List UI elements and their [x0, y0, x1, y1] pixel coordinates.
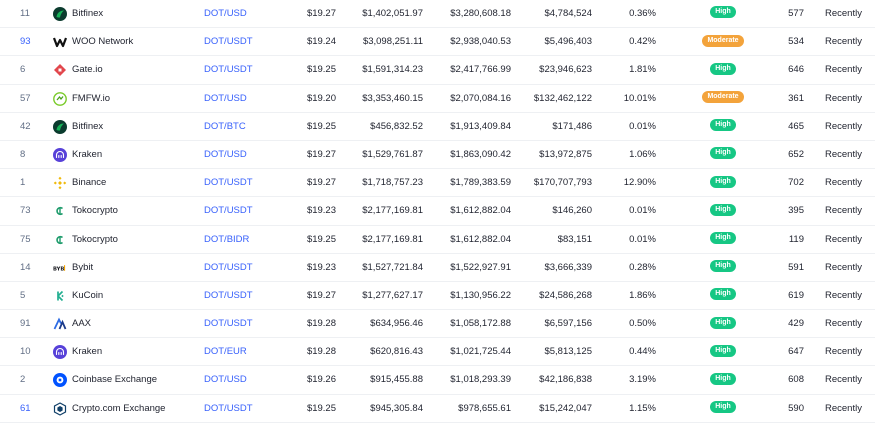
depth-minus-cell: $2,938,040.53: [450, 36, 511, 48]
rank-cell: 1: [20, 177, 26, 189]
table-row[interactable]: [0, 85, 875, 113]
pair-link[interactable]: DOT/USDT: [204, 318, 253, 330]
rank-cell: 6: [20, 64, 26, 76]
exchange-name: FMFW.io: [72, 92, 110, 104]
liquidity-score-cell: 647: [788, 346, 804, 358]
volume-cell: $5,813,125: [544, 346, 592, 358]
confidence-badge: Moderate: [702, 91, 743, 103]
depth-minus-cell: $3,280,608.18: [450, 8, 511, 19]
table-row[interactable]: [0, 141, 875, 169]
liquidity-score-cell: 577: [788, 8, 804, 19]
liquidity-score-cell: 119: [788, 233, 804, 245]
table-row[interactable]: [0, 0, 875, 28]
updated-cell: Recently: [825, 205, 862, 217]
exchange-link[interactable]: [53, 366, 157, 394]
exchange-name: WOO Network: [72, 36, 134, 48]
volume-percent-cell: 1.15%: [629, 402, 656, 414]
table-row[interactable]: [0, 226, 875, 254]
pair-link[interactable]: DOT/USDT: [204, 289, 253, 301]
confidence-badge: High: [710, 317, 736, 329]
pair-link[interactable]: DOT/USDT: [204, 177, 253, 189]
depth-plus-cell: $620,816.43: [370, 346, 423, 358]
confidence-badge: High: [710, 6, 736, 18]
pair-link[interactable]: DOT/USD: [204, 148, 247, 160]
table-row[interactable]: [0, 338, 875, 366]
updated-cell: Recently: [825, 177, 862, 189]
depth-minus-cell: $2,417,766.99: [450, 64, 511, 76]
updated-cell: Recently: [825, 261, 862, 273]
volume-percent-cell: 0.50%: [629, 318, 656, 330]
updated-cell: Recently: [825, 233, 862, 245]
liquidity-score-cell: 590: [788, 402, 804, 414]
tokocrypto-logo-icon: [53, 233, 67, 247]
volume-cell: $83,151: [557, 233, 592, 245]
depth-plus-cell: $945,305.84: [370, 402, 423, 414]
price-cell: $19.25: [306, 233, 336, 245]
exchange-link[interactable]: [53, 226, 118, 254]
price-cell: $19.27: [306, 289, 336, 301]
confidence-cell: [690, 310, 756, 338]
volume-percent-cell: 0.01%: [629, 205, 656, 217]
updated-cell: Recently: [825, 36, 862, 48]
rank-cell: 5: [20, 289, 26, 301]
exchange-link[interactable]: [53, 28, 133, 56]
pair-link[interactable]: DOT/USD: [204, 8, 247, 19]
rank-cell: 91: [20, 318, 31, 330]
bybit-logo-icon: [53, 261, 67, 275]
depth-plus-cell: $1,277,627.17: [362, 289, 423, 301]
pair-link[interactable]: DOT/USD: [204, 92, 247, 104]
volume-percent-cell: 0.44%: [629, 346, 656, 358]
depth-plus-cell: $634,956.46: [370, 318, 423, 330]
depth-plus-cell: $3,353,460.15: [362, 92, 423, 104]
aax-logo-icon: [53, 317, 67, 331]
price-cell: $19.23: [306, 261, 336, 273]
exchange-link[interactable]: [53, 338, 102, 366]
volume-percent-cell: 1.81%: [629, 64, 656, 76]
table-row[interactable]: [0, 56, 875, 84]
updated-cell: Recently: [825, 148, 862, 160]
volume-cell: $23,946,623: [539, 64, 592, 76]
depth-minus-cell: $1,863,090.42: [450, 148, 511, 160]
confidence-badge: High: [710, 232, 736, 244]
bitfinex-logo-icon: [53, 7, 67, 21]
rank-cell: 57: [20, 92, 31, 104]
exchange-name: Bybit: [72, 261, 94, 273]
confidence-cell: [690, 113, 756, 141]
price-cell: $19.27: [306, 177, 336, 189]
confidence-badge: High: [710, 176, 736, 188]
confidence-cell: [690, 366, 756, 394]
price-cell: $19.23: [306, 205, 336, 217]
crypto-com-logo-icon: [53, 402, 67, 416]
svg-text:BYB: BYB: [53, 266, 65, 273]
volume-percent-cell: 0.28%: [629, 261, 656, 273]
liquidity-score-cell: 534: [788, 36, 804, 48]
depth-minus-cell: $1,058,172.88: [450, 318, 511, 330]
confidence-cell: [690, 226, 756, 254]
rank-cell: 14: [20, 261, 31, 273]
volume-percent-cell: 3.19%: [629, 374, 656, 386]
depth-plus-cell: $1,402,051.97: [362, 8, 423, 19]
rank-cell: 75: [20, 233, 31, 245]
rank-cell: 93: [20, 36, 31, 48]
pair-link[interactable]: DOT/EUR: [204, 346, 247, 358]
volume-cell: $3,666,339: [544, 261, 592, 273]
exchange-name: Bitfinex: [72, 8, 104, 19]
price-cell: $19.25: [306, 402, 336, 414]
depth-plus-cell: $1,591,314.23: [362, 64, 423, 76]
confidence-cell: [690, 28, 756, 56]
liquidity-score-cell: 619: [788, 289, 804, 301]
volume-cell: $13,972,875: [539, 148, 592, 160]
table-row[interactable]: [0, 366, 875, 394]
volume-percent-cell: 12.90%: [623, 177, 656, 189]
depth-minus-cell: $1,612,882.04: [450, 233, 511, 245]
price-cell: $19.25: [306, 64, 336, 76]
depth-minus-cell: $1,018,293.39: [450, 374, 511, 386]
liquidity-score-cell: 702: [788, 177, 804, 189]
confidence-cell: [690, 85, 756, 113]
volume-cell: $6,597,156: [544, 318, 592, 330]
depth-minus-cell: $1,130,956.22: [450, 289, 511, 301]
exchange-name: Kraken: [72, 148, 103, 160]
updated-cell: Recently: [825, 120, 862, 132]
exchange-name: Coinbase Exchange: [72, 374, 158, 386]
exchange-name: Kraken: [72, 346, 103, 358]
kraken-logo-icon: [53, 148, 67, 162]
liquidity-score-cell: 361: [788, 92, 804, 104]
pair-link[interactable]: DOT/USDT: [204, 402, 253, 414]
exchange-link[interactable]: [53, 310, 91, 338]
liquidity-score-cell: 395: [788, 205, 804, 217]
updated-cell: Recently: [825, 64, 862, 76]
confidence-badge: High: [710, 373, 736, 385]
updated-cell: Recently: [825, 318, 862, 330]
pair-link[interactable]: DOT/BIDR: [204, 233, 250, 245]
updated-cell: Recently: [825, 8, 862, 19]
confidence-badge: High: [710, 147, 736, 159]
table-row[interactable]: [0, 28, 875, 56]
depth-minus-cell: $1,612,882.04: [450, 205, 511, 217]
exchange-link[interactable]: [53, 254, 93, 282]
exchange-link[interactable]: [53, 56, 103, 84]
confidence-badge: High: [710, 288, 736, 300]
confidence-cell: [690, 197, 756, 225]
price-cell: $19.25: [306, 120, 336, 132]
exchange-link[interactable]: [53, 282, 103, 310]
confidence-cell: [690, 56, 756, 84]
volume-percent-cell: 10.01%: [623, 92, 656, 104]
liquidity-score-cell: 465: [788, 120, 804, 132]
volume-cell: $15,242,047: [539, 402, 592, 414]
exchange-link[interactable]: [53, 169, 106, 197]
pair-link[interactable]: DOT/USD: [204, 374, 247, 386]
liquidity-score-cell: 646: [788, 64, 804, 76]
exchange-link[interactable]: [53, 113, 103, 141]
exchange-name: Crypto.com Exchange: [72, 402, 166, 414]
exchange-link[interactable]: [53, 141, 102, 169]
volume-percent-cell: 0.36%: [629, 8, 656, 19]
exchange-name: AAX: [72, 318, 92, 330]
pair-link[interactable]: DOT/USDT: [204, 261, 253, 273]
updated-cell: Recently: [825, 402, 862, 414]
depth-minus-cell: $1,789,383.59: [450, 177, 511, 189]
rank-cell: 11: [20, 8, 30, 19]
rank-cell: 61: [20, 402, 31, 414]
liquidity-score-cell: 608: [788, 374, 804, 386]
exchange-link[interactable]: [53, 85, 110, 113]
exchange-name: Binance: [72, 177, 107, 189]
depth-plus-cell: $3,098,251.11: [362, 36, 423, 48]
updated-cell: Recently: [825, 289, 862, 301]
depth-plus-cell: $2,177,169.81: [362, 205, 423, 217]
rank-cell: 2: [20, 374, 26, 386]
depth-minus-cell: $2,070,084.16: [450, 92, 511, 104]
confidence-cell: [690, 338, 756, 366]
liquidity-score-cell: 652: [788, 148, 804, 160]
depth-plus-cell: $1,718,757.23: [362, 177, 423, 189]
exchange-link[interactable]: [53, 395, 165, 423]
liquidity-score-cell: 429: [788, 318, 804, 330]
confidence-badge: Moderate: [702, 35, 743, 47]
kraken-logo-icon: [53, 345, 67, 359]
rank-cell: 42: [20, 120, 31, 132]
rank-cell: 73: [20, 205, 31, 217]
depth-plus-cell: $2,177,169.81: [362, 233, 423, 245]
depth-plus-cell: $456,832.52: [370, 120, 423, 132]
rank-cell: 8: [20, 148, 26, 160]
updated-cell: Recently: [825, 374, 862, 386]
table-row[interactable]: [0, 254, 875, 282]
volume-cell: $146,260: [552, 205, 592, 217]
exchange-name: Tokocrypto: [72, 233, 118, 245]
price-cell: $19.24: [306, 36, 336, 48]
exchange-name: Bitfinex: [72, 120, 104, 132]
volume-percent-cell: 1.86%: [629, 289, 656, 301]
table-row[interactable]: [0, 282, 875, 310]
volume-cell: $170,707,793: [533, 177, 592, 189]
binance-logo-icon: [53, 176, 67, 190]
price-cell: $19.28: [306, 346, 336, 358]
volume-cell: $24,586,268: [539, 289, 592, 301]
confidence-cell: [690, 0, 756, 28]
confidence-badge: High: [710, 345, 736, 357]
confidence-cell: [690, 254, 756, 282]
liquidity-score-cell: 591: [788, 261, 804, 273]
exchange-name: Gate.io: [72, 64, 103, 76]
confidence-cell: [690, 395, 756, 423]
confidence-badge: High: [710, 119, 736, 131]
volume-cell: $132,462,122: [533, 92, 592, 104]
kucoin-logo-icon: [53, 289, 67, 303]
confidence-cell: [690, 141, 756, 169]
volume-percent-cell: 0.01%: [629, 120, 656, 132]
exchange-link[interactable]: [53, 197, 118, 225]
table-row[interactable]: [0, 395, 875, 423]
tokocrypto-logo-icon: [53, 204, 67, 218]
price-cell: $19.20: [306, 92, 336, 104]
price-cell: $19.27: [306, 8, 336, 19]
fmfw-logo-icon: [53, 92, 67, 106]
price-cell: $19.26: [306, 374, 336, 386]
volume-cell: $42,186,838: [539, 374, 592, 386]
coinbase-logo-icon: [53, 373, 67, 387]
confidence-badge: High: [710, 204, 736, 216]
volume-cell: $4,784,524: [544, 8, 592, 19]
depth-minus-cell: $1,522,927.91: [450, 261, 511, 273]
rank-cell: 10: [20, 346, 31, 358]
pair-link[interactable]: DOT/USDT: [204, 36, 253, 48]
table-row[interactable]: [0, 310, 875, 338]
confidence-cell: [690, 282, 756, 310]
depth-plus-cell: $1,529,761.87: [362, 148, 423, 160]
volume-percent-cell: 0.42%: [629, 36, 656, 48]
price-cell: $19.28: [306, 318, 336, 330]
exchange-link[interactable]: [53, 0, 103, 28]
volume-cell: $171,486: [552, 120, 592, 132]
depth-plus-cell: $915,455.88: [370, 374, 423, 386]
depth-minus-cell: $1,913,409.84: [450, 120, 511, 132]
bitfinex-logo-icon: [53, 120, 67, 134]
exchange-name: KuCoin: [72, 289, 104, 301]
table-row[interactable]: [0, 169, 875, 197]
volume-percent-cell: 0.01%: [629, 233, 656, 245]
confidence-badge: High: [710, 401, 736, 413]
price-cell: $19.27: [306, 148, 336, 160]
pair-link[interactable]: DOT/BTC: [204, 120, 246, 132]
table-row[interactable]: [0, 113, 875, 141]
depth-minus-cell: $1,021,725.44: [450, 346, 511, 358]
pair-link[interactable]: DOT/USDT: [204, 64, 253, 76]
confidence-badge: High: [710, 260, 736, 272]
updated-cell: Recently: [825, 92, 862, 104]
confidence-badge: High: [710, 63, 736, 75]
volume-percent-cell: 1.06%: [629, 148, 656, 160]
pair-link[interactable]: DOT/USDT: [204, 205, 253, 217]
table-row[interactable]: [0, 197, 875, 225]
exchange-name: Tokocrypto: [72, 205, 118, 217]
updated-cell: Recently: [825, 346, 862, 358]
woo-network-logo-icon: [53, 35, 67, 49]
gate-io-logo-icon: [53, 63, 67, 77]
depth-plus-cell: $1,527,721.84: [362, 261, 423, 273]
volume-cell: $5,496,403: [544, 36, 592, 48]
confidence-cell: [690, 169, 756, 197]
depth-minus-cell: $978,655.61: [458, 402, 511, 414]
